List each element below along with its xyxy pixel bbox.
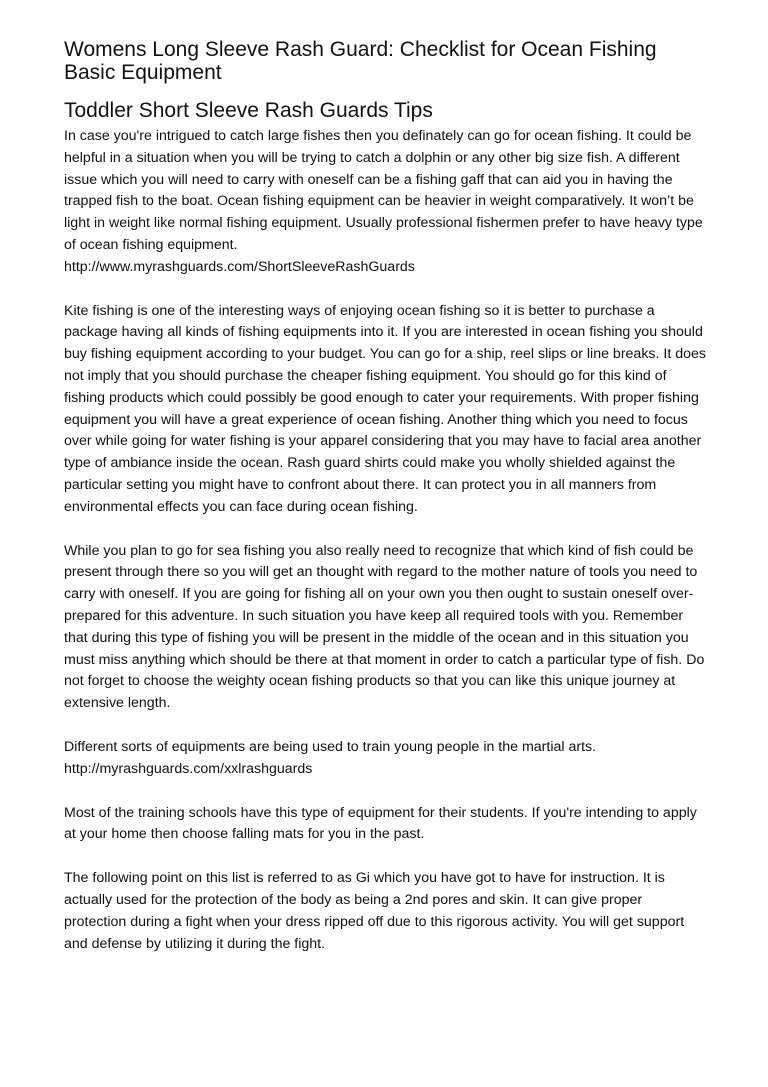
paragraph-5: Most of the training schools have this type of equipment for their students. If you're intending to apply at your home then choose falling mats for you in the past. xyxy=(64,804,697,843)
short-sleeve-rash-guards-link[interactable]: http://www.myrashguards.com/ShortSleeveRashGuards xyxy=(64,258,415,275)
document-subtitle: Toddler Short Sleeve Rash Guards Tips xyxy=(64,99,433,122)
xxl-rash-guards-link[interactable]: http://myrashguards.com/xxlrashguards xyxy=(64,760,313,777)
paragraph-1 xyxy=(64,126,708,279)
document-title: Womens Long Sleeve Rash Guard: Checklist for Ocean Fishing Basic Equipment xyxy=(64,38,657,84)
paragraph-1-text: In case you're intrigued to catch large fishes then you definately can go for ocean fishing. It could be helpful in a situation when you will be trying to catch a dolphin or any other big size fish. A different issue which you will need to carry with oneself can be a fishing gaff that can aid you in having the trapped fish to the boat. Ocean fishing equipment can be heavier in weight comparatively. It won’t be light in weight like normal fishing equipment. Usually professional fishermen prefer to have heavy type of ocean fishing equipment. xyxy=(64,128,703,253)
paragraph-3: While you plan to go for sea fishing you also really need to recognize that which kind of fish could be present through there so you will get an thought with regard to the mother nature of tools you need to carry with oneself. If you are going for fishing all on your own you then ought to sustain oneself over-prepared for this adventure. In such situation you have keep all required tools with you. Remember that during this type of fishing you will be present in the middle of the ocean and in this situation you must miss anything which should be there at that moment in order to catch a particular type of fish. Do not forget to choose the weighty ocean fishing products so that you can like this unique journey at extensive length. xyxy=(64,542,705,712)
paragraph-2: Kite fishing is one of the interesting ways of enjoying ocean fishing so it is better to purchase a package having all kinds of fishing equipments into it. If you are interested in ocean fishing you should buy fishing equipment according to your budget. You can go for a ship, reel slips or line breaks. It does not imply that you should purchase the cheaper fishing equipment. You should go for this kind of fishing products which could possibly be good enough to cater your requirements. With proper fishing equipment you will have a great experience of ocean fishing. Another thing which you need to focus over while going for water fishing is your apparel considering that you may have to facial area another type of ambiance inside the ocean. Rash guard shirts could make you wholly shielded against the particular setting you might have to confront about there. It can protect you in all manners from environmental effects you can face during ocean fishing. xyxy=(64,302,706,515)
paragraph-4 xyxy=(64,737,708,781)
paragraph-6: The following point on this list is referred to as Gi which you have got to have for instruction. It is actually used for the protection of the body as being a 2nd pores and skin. It can give proper protection during a fight when your dress ripped off due to this rigorous activity. You will get support and defense by utilizing it during the fight. xyxy=(64,870,685,952)
paragraph-4-text: Different sorts of equipments are being used to train young people in the martial arts. xyxy=(64,738,597,755)
